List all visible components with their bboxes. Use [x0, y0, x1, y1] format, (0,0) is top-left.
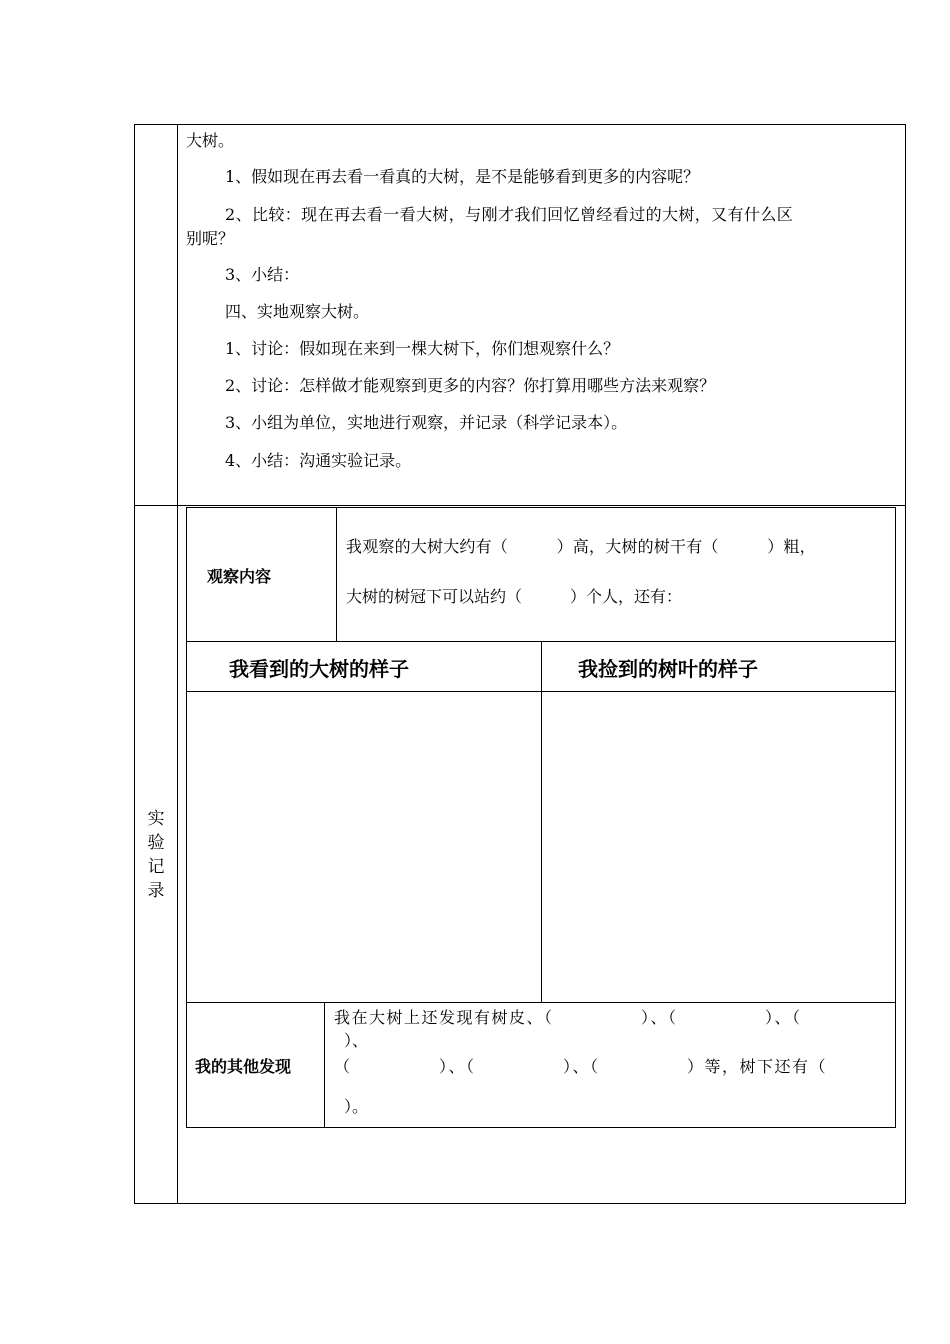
- tree-drawing-header: 我看到的大树的样子: [229, 657, 409, 681]
- other-line-4: ）。: [344, 1097, 369, 1116]
- paragraph-3: 2、比较：现在再去看一看大树，与刚才我们回忆曾经看过的大树，又有什么区: [225, 205, 794, 224]
- paragraph-4: 3、小结：: [225, 265, 300, 284]
- leaf-drawing-area[interactable]: [542, 692, 895, 1002]
- paragraph-1: 大树。: [186, 131, 235, 150]
- paragraph-6: 1、讨论：假如现在来到一棵大树下，你们想观察什么？: [225, 339, 620, 358]
- other-findings-label: 我的其他发现: [195, 1057, 292, 1076]
- tree-drawing-area[interactable]: [187, 692, 541, 1002]
- paragraph-8: 3、小组为单位，实地进行观察，并记录（科学记录本）。: [225, 413, 628, 432]
- paragraph-2: 1、假如现在再去看一看真的大树，是不是能够看到更多的内容呢？: [225, 167, 700, 186]
- paragraph-7: 2、讨论：怎样做才能观察到更多的内容？你打算用哪些方法来观察？: [225, 376, 716, 395]
- observe-label: 观察内容: [207, 567, 272, 586]
- other-line-1: 我在大树上还发现有树皮、（ ）、（ ）、（: [334, 1008, 802, 1027]
- paragraph-5: 四、实地观察大树。: [225, 302, 370, 321]
- other-line-2: ）、: [344, 1031, 369, 1050]
- observe-line-1: 我观察的大树大约有（ ）高，大树的树干有（ ）粗，: [346, 537, 816, 556]
- observe-line-2: 大树的树冠下可以站约（ ）个人，还有：: [346, 587, 683, 606]
- paragraph-3-cont: 别呢？: [186, 229, 235, 248]
- leaf-drawing-header: 我捡到的树叶的样子: [578, 657, 758, 681]
- other-line-3: （ ）、（ ）、（ ）等，树下还有（: [334, 1057, 828, 1076]
- paragraph-9: 4、小结：沟通实验记录。: [225, 451, 412, 470]
